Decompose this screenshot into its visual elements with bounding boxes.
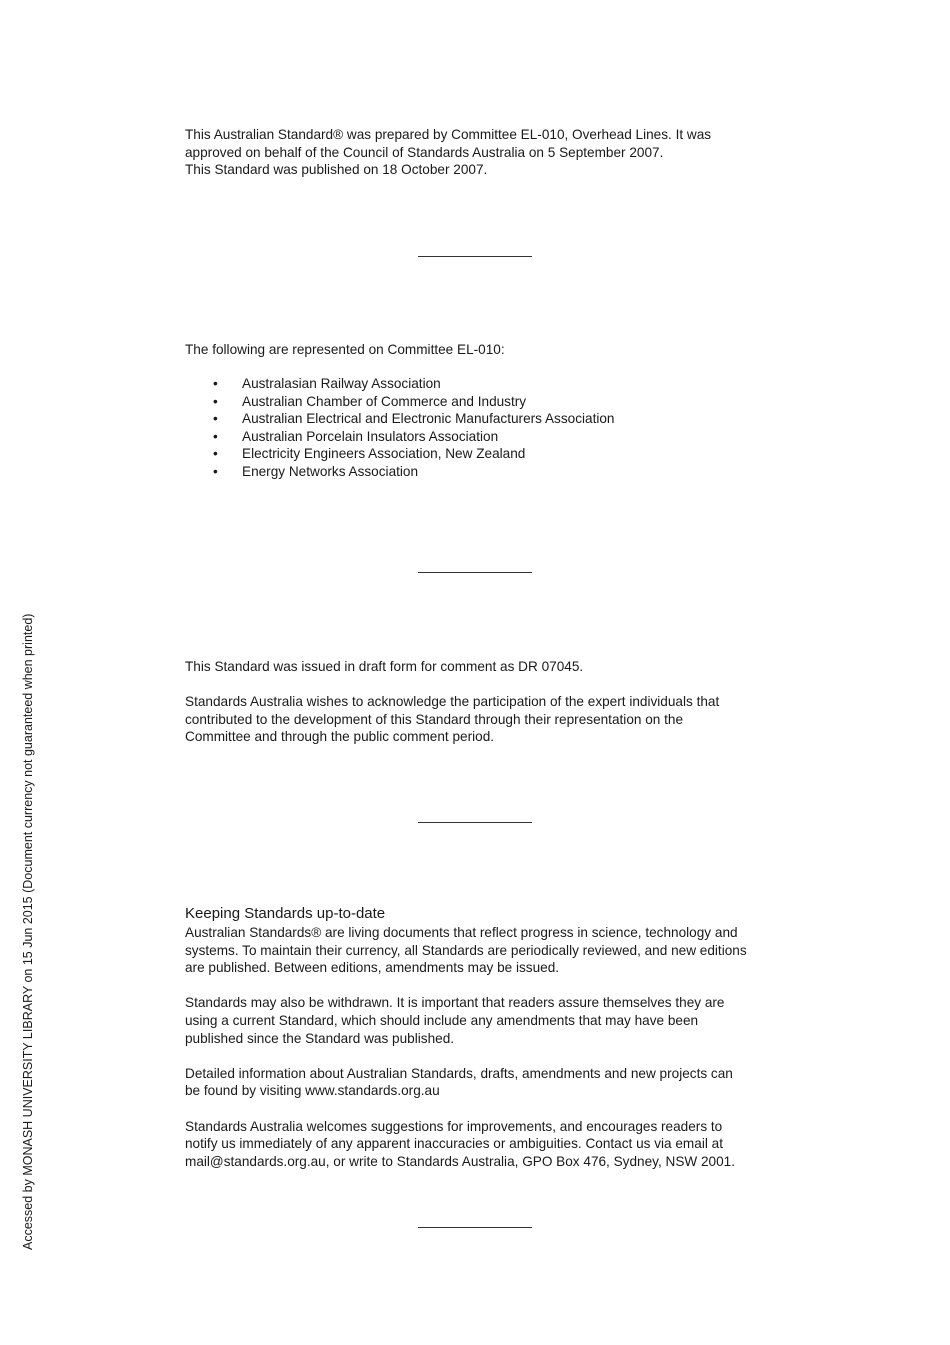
committee-intro <box>185 341 785 359</box>
section-divider <box>418 256 532 257</box>
bullet-icon: • <box>213 446 218 462</box>
acknowledgement-line: Committee and through the public comment period. <box>185 729 495 745</box>
member-name: Australian Chamber of Commerce and Industry <box>242 393 527 409</box>
list-item <box>185 410 615 428</box>
list-item <box>185 445 615 463</box>
bullet-icon: • <box>213 393 218 409</box>
bullet-icon: • <box>213 411 218 427</box>
paragraph-line: are published. Between editions, amendments may be issued. <box>185 960 560 976</box>
bullet-icon: • <box>213 428 218 444</box>
approval-statement <box>185 126 785 179</box>
paragraph-line: published since the Standard was published. <box>185 1030 455 1046</box>
member-name: Australian Porcelain Insulators Association <box>242 428 499 444</box>
committee-member-list <box>185 375 615 481</box>
paragraph-line: mail@standards.org.au, or write to Standards Australia, GPO Box 476, Sydney, NSW 2001. <box>185 1153 736 1169</box>
uptodate-body <box>185 924 785 1170</box>
list-item <box>185 393 615 411</box>
committee-intro-text: The following are represented on Committee EL-010: <box>185 342 505 357</box>
member-name: Electricity Engineers Association, New Zealand <box>242 446 526 462</box>
section-heading: Keeping Standards up-to-date <box>185 905 386 922</box>
bullet-icon: • <box>213 376 218 391</box>
access-watermark: Accessed by MONASH UNIVERSITY LIBRARY on 15 Jun 2015 (Document currency not guaranteed when printed) <box>21 613 35 1250</box>
draft-line: This Standard was issued in draft form for comment as DR 07045. <box>185 659 584 674</box>
paragraph-line: using a current Standard, which should include any amendments that may have been <box>185 1012 699 1028</box>
draft-statement <box>185 658 785 746</box>
paragraph-line: Detailed information about Australian Standards, drafts, amendments and new projects can <box>185 1065 733 1081</box>
publication-line: This Standard was published on 18 October 2007. <box>185 162 488 178</box>
member-name: Australian Electrical and Electronic Manufacturers Association <box>242 411 615 427</box>
section-divider <box>418 572 532 573</box>
list-item <box>185 428 615 446</box>
paragraph-line: be found by visiting www.standards.org.au <box>185 1083 440 1099</box>
paragraph-line: Standards may also be withdrawn. It is important that readers assure themselves they are <box>185 995 725 1011</box>
bullet-icon: • <box>213 463 218 479</box>
paragraph-line: Australian Standards® are living documents that reflect progress in science, technology and <box>185 925 738 940</box>
paragraph-line: Standards Australia welcomes suggestions for improvements, and encourages readers to <box>185 1118 723 1134</box>
section-divider <box>418 1227 532 1228</box>
acknowledgement-line: Standards Australia wishes to acknowledge the participation of the expert individuals that <box>185 694 720 710</box>
member-name: Energy Networks Association <box>242 463 419 479</box>
acknowledgement-line: contributed to the development of this Standard through their representation on the <box>185 711 684 727</box>
list-item <box>185 463 615 481</box>
approval-line: approved on behalf of the Council of Standards Australia on 5 September 2007. <box>185 144 664 160</box>
paragraph-line: systems. To maintain their currency, all Standards are periodically reviewed, and new editions <box>185 942 747 958</box>
paragraph-line: notify us immediately of any apparent inaccuracies or ambiguities. Contact us via email at <box>185 1136 723 1152</box>
approval-line: This Australian Standard® was prepared by Committee EL-010, Overhead Lines. It was <box>185 127 712 142</box>
list-item <box>185 375 615 393</box>
member-name: Australasian Railway Association <box>242 376 441 391</box>
section-divider <box>418 822 532 823</box>
